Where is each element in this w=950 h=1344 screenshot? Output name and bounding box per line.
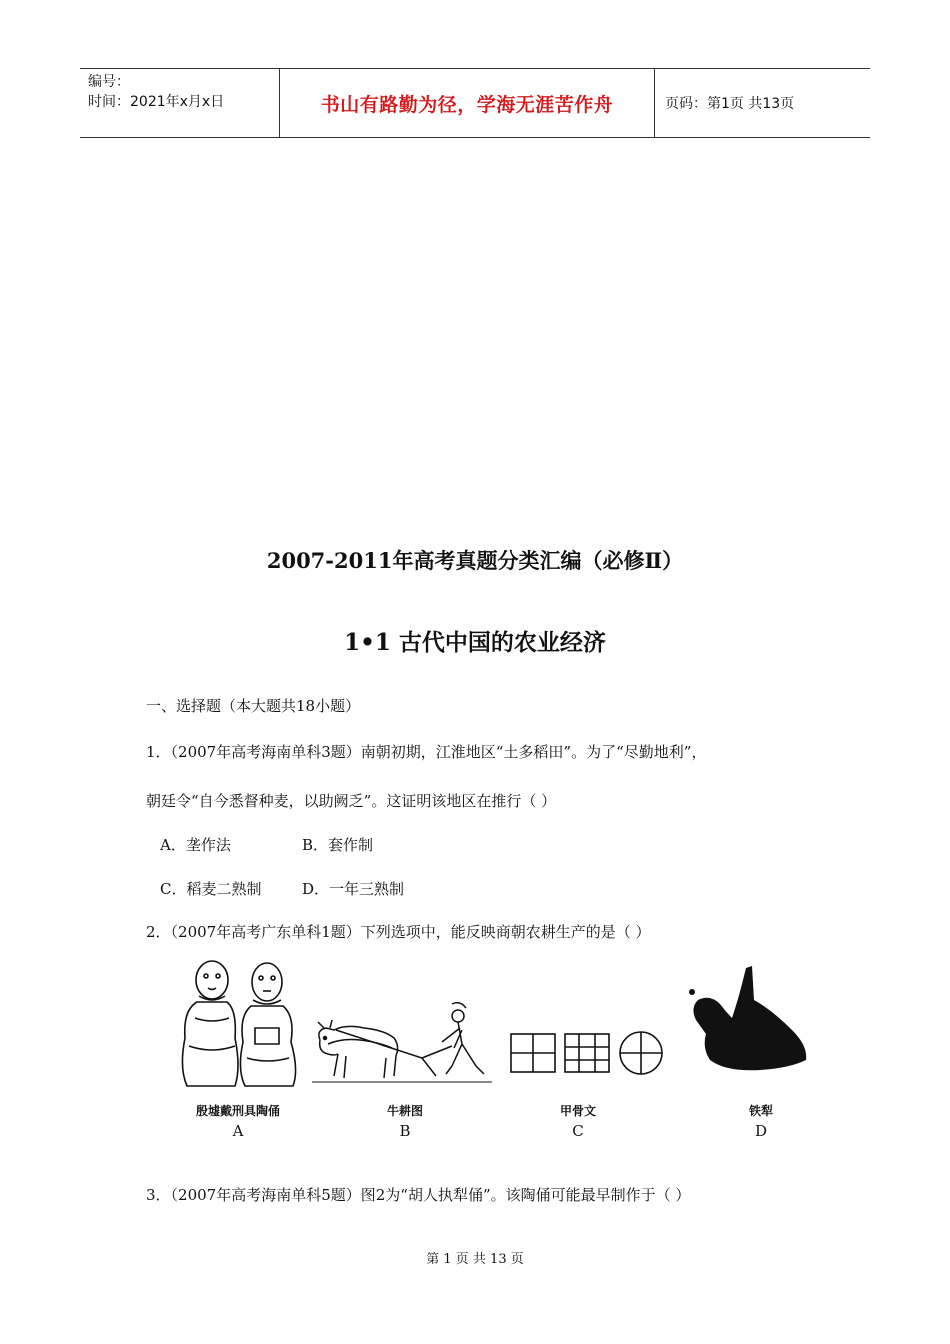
oracle-bone-script-illustration bbox=[505, 1028, 665, 1078]
document-subtitle: 1•1 古代中国的农业经济 bbox=[344, 629, 606, 656]
q3-line1: 3．（2007年高考海南单科5题）图2为“胡人执犁俑”。该陶俑可能最早制作于（ ） bbox=[146, 1186, 691, 1204]
figure-b-letter: B bbox=[399, 1122, 411, 1140]
q1-option-b: B．套作制 bbox=[302, 836, 374, 854]
q1-option-a: A．垄作法 bbox=[160, 836, 231, 854]
document-title: 2007-2011年高考真题分类汇编（必修Ⅱ） bbox=[266, 548, 684, 573]
q1-line1: 1．（2007年高考海南单科3题）南朝初期，江淮地区“土多稻田”。为了“尽勤地利”， bbox=[146, 743, 707, 761]
header-motto: 书山有路勤为径，学海无涯苦作舟 bbox=[280, 69, 655, 137]
header-page-code: 页码：第1页 共13页 bbox=[665, 96, 795, 112]
figure-c-caption: 甲骨文 bbox=[559, 1104, 596, 1118]
figure-b-caption: 牛耕图 bbox=[386, 1104, 423, 1118]
ox-plowing-illustration bbox=[312, 1000, 497, 1095]
section-heading: 一、选择题（本大题共18小题） bbox=[146, 697, 361, 715]
figure-a-letter: A bbox=[232, 1122, 244, 1140]
figurine-illustration bbox=[175, 958, 305, 1093]
number-label: 编号： bbox=[88, 74, 130, 90]
q2-line1: 2．（2007年高考广东单科1题）下列选项中，能反映商朝农耕生产的是（ ） bbox=[146, 923, 651, 941]
figure-c-letter: C bbox=[572, 1122, 584, 1140]
figure-d-caption: 铁犁 bbox=[748, 1104, 773, 1118]
header-table bbox=[80, 68, 870, 138]
figure-d-letter: D bbox=[754, 1122, 768, 1140]
q1-option-d: D．一年三熟制 bbox=[302, 880, 405, 898]
q1-option-c: C．稻麦二熟制 bbox=[160, 880, 262, 898]
time-label: 时间：2021年x月x日 bbox=[88, 94, 225, 110]
page-footer: 第 1 页 共 13 页 bbox=[426, 1252, 524, 1267]
figure-a-caption: 殷墟戴刑具陶俑 bbox=[195, 1104, 280, 1118]
q1-line2: 朝廷令“自今悉督种麦，以助阙乏”。这证明该地区在推行（ ） bbox=[146, 792, 557, 810]
iron-plow-illustration bbox=[680, 960, 815, 1095]
header-meta-cell bbox=[80, 69, 280, 137]
